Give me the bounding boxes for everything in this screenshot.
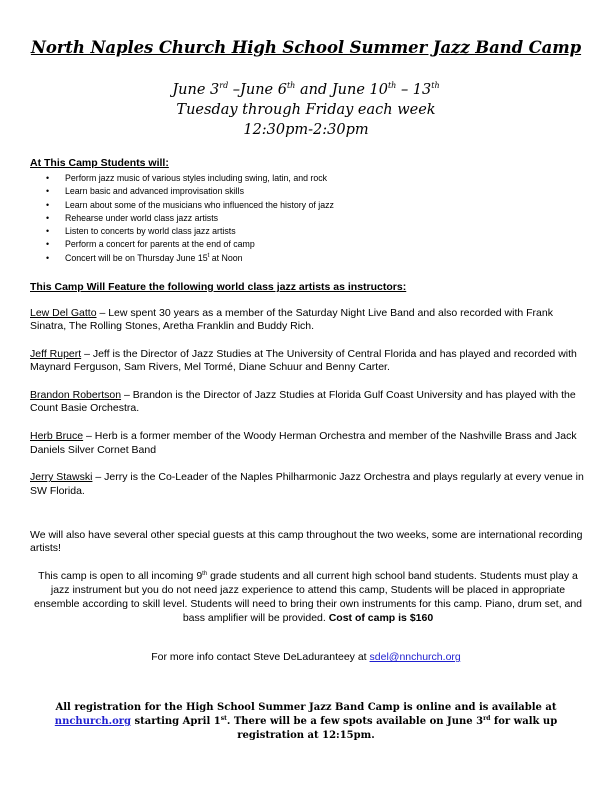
camp-days: Tuesday through Friday each week	[176, 102, 436, 118]
registration-walkup: . There will be a few spots available on June 3	[226, 716, 484, 727]
eligibility-body: grade students and all current high school band students. Students must play a jazz instrument but you do not need jazz experience to attend this camp, Students will be placed in appropriate ensemble according to skill level. Students will need to bring their own instruments for this camp. Piano, drum set, and bass amplifier will be provided.	[33, 570, 583, 624]
instructor-bio: – Herb is a former member of the Woody Herman Orchestra and member of the Nashville Brass and Jack Daniels Silver Cornet Band	[30, 430, 577, 456]
concert-date-sup: t	[207, 252, 210, 259]
list-item	[30, 199, 334, 212]
eligibility-text	[30, 569, 586, 625]
date-range-line	[0, 80, 612, 100]
list-item	[30, 252, 334, 265]
camp-time: 12:30pm-2:30pm	[243, 122, 369, 138]
instructor-name: Brandon Robertson	[30, 389, 122, 402]
students-heading: At This Camp Students will:	[30, 157, 169, 169]
date-sup: th	[286, 81, 296, 90]
list-item-text: Learn basic and advanced improvisation skills	[65, 186, 244, 197]
instructor-bio: – Jerry is the Co-Leader of the Naples Philharmonic Jazz Orchestra and plays regularly at every venue in SW Florida.	[30, 471, 584, 497]
bullet-icon: •	[46, 173, 50, 183]
list-item	[30, 185, 334, 198]
list-item-text: Perform a concert for parents at the end of camp	[65, 239, 255, 250]
registration-start: starting April 1	[131, 716, 221, 727]
registration-sup: rd	[483, 715, 491, 722]
date-june6: –June 6	[228, 82, 287, 98]
concert-date-text: Concert will be on Thursday June 15	[65, 252, 208, 263]
registration-info	[50, 701, 562, 743]
grade-sup: th	[202, 571, 208, 577]
instructors-list	[30, 307, 586, 512]
list-item-text: Learn about some of the musicians who influenced the history of jazz	[65, 199, 334, 210]
bullet-icon: •	[46, 226, 50, 237]
instructors-heading: This Camp Will Feature the following world class jazz artists as instructors:	[30, 281, 407, 293]
page-title: North Naples Church High School Summer Jazz Band Camp	[30, 38, 582, 57]
instructor-entry	[30, 307, 586, 334]
registration-site-link[interactable]: nnchurch.org	[54, 716, 132, 727]
instructor-name: Lew Del Gatto	[30, 307, 97, 319]
date-sup: th	[387, 81, 397, 90]
contact-line	[0, 651, 612, 663]
instructor-entry	[30, 348, 586, 375]
camp-dates	[0, 80, 612, 140]
concert-time-text: at Noon	[209, 252, 243, 263]
list-item-text: Perform jazz music of various styles including swing, latin, and rock	[65, 173, 328, 183]
list-item	[30, 172, 334, 185]
instructor-entry	[30, 389, 586, 416]
bullet-icon: •	[46, 186, 50, 197]
contact-email-link[interactable]: sdel@nnchurch.org	[369, 651, 461, 663]
date-june10: and June 10	[295, 82, 388, 98]
date-june13: – 13	[396, 82, 432, 98]
date-sup: th	[431, 81, 440, 90]
contact-text: For more info contact Steve DeLaduranteey at	[151, 651, 370, 663]
eligibility-prefix: This camp is open to all incoming 9	[38, 570, 203, 582]
instructor-bio: – Jeff is the Director of Jazz Studies at The University of Central Florida and has played and recorded with Maynard Ferguson, Sam Rivers, Mel Tormé, Diane Schuur and Benny Carter.	[30, 348, 577, 374]
instructor-entry	[30, 471, 586, 498]
instructor-bio: – Brandon is the Director of Jazz Studies at Florida Gulf Coast University and has played with the Count Basie Orchestra.	[30, 389, 576, 415]
list-item-text: Rehearse under world class jazz artists	[65, 212, 219, 223]
registration-end: for walk up registration at 12:15pm.	[237, 716, 558, 741]
instructor-name: Jeff Rupert	[30, 348, 82, 361]
date-june3: June 3	[172, 82, 220, 98]
instructor-name: Jerry Stawski	[30, 471, 93, 484]
bullet-icon: •	[46, 199, 50, 210]
instructor-name: Herb Bruce	[30, 430, 84, 443]
registration-sup: st	[220, 715, 227, 722]
bullet-icon: •	[46, 239, 50, 250]
activities-list	[30, 172, 334, 265]
bullet-icon: •	[46, 212, 50, 223]
camp-cost: Cost of camp is $160	[328, 612, 434, 624]
list-item	[30, 238, 334, 251]
registration-line1: All registration for the High School Summer Jazz Band Camp is online and is available at	[55, 702, 557, 713]
list-item-text: Listen to concerts by world class jazz artists	[65, 226, 236, 237]
instructor-entry	[30, 430, 586, 457]
special-guests-text: We will also have several other special guests at this camp throughout the two weeks, some are international recording artists!	[30, 529, 583, 555]
bullet-icon: •	[46, 252, 50, 263]
list-item	[30, 225, 334, 238]
date-sup: rd	[219, 81, 229, 90]
list-item	[30, 212, 334, 225]
instructor-bio: – Lew spent 30 years as a member of the Saturday Night Live Band and also recorded with Frank Sinatra, The Rolling Stones, Aretha Franklin and Buddy Rich.	[30, 307, 553, 333]
